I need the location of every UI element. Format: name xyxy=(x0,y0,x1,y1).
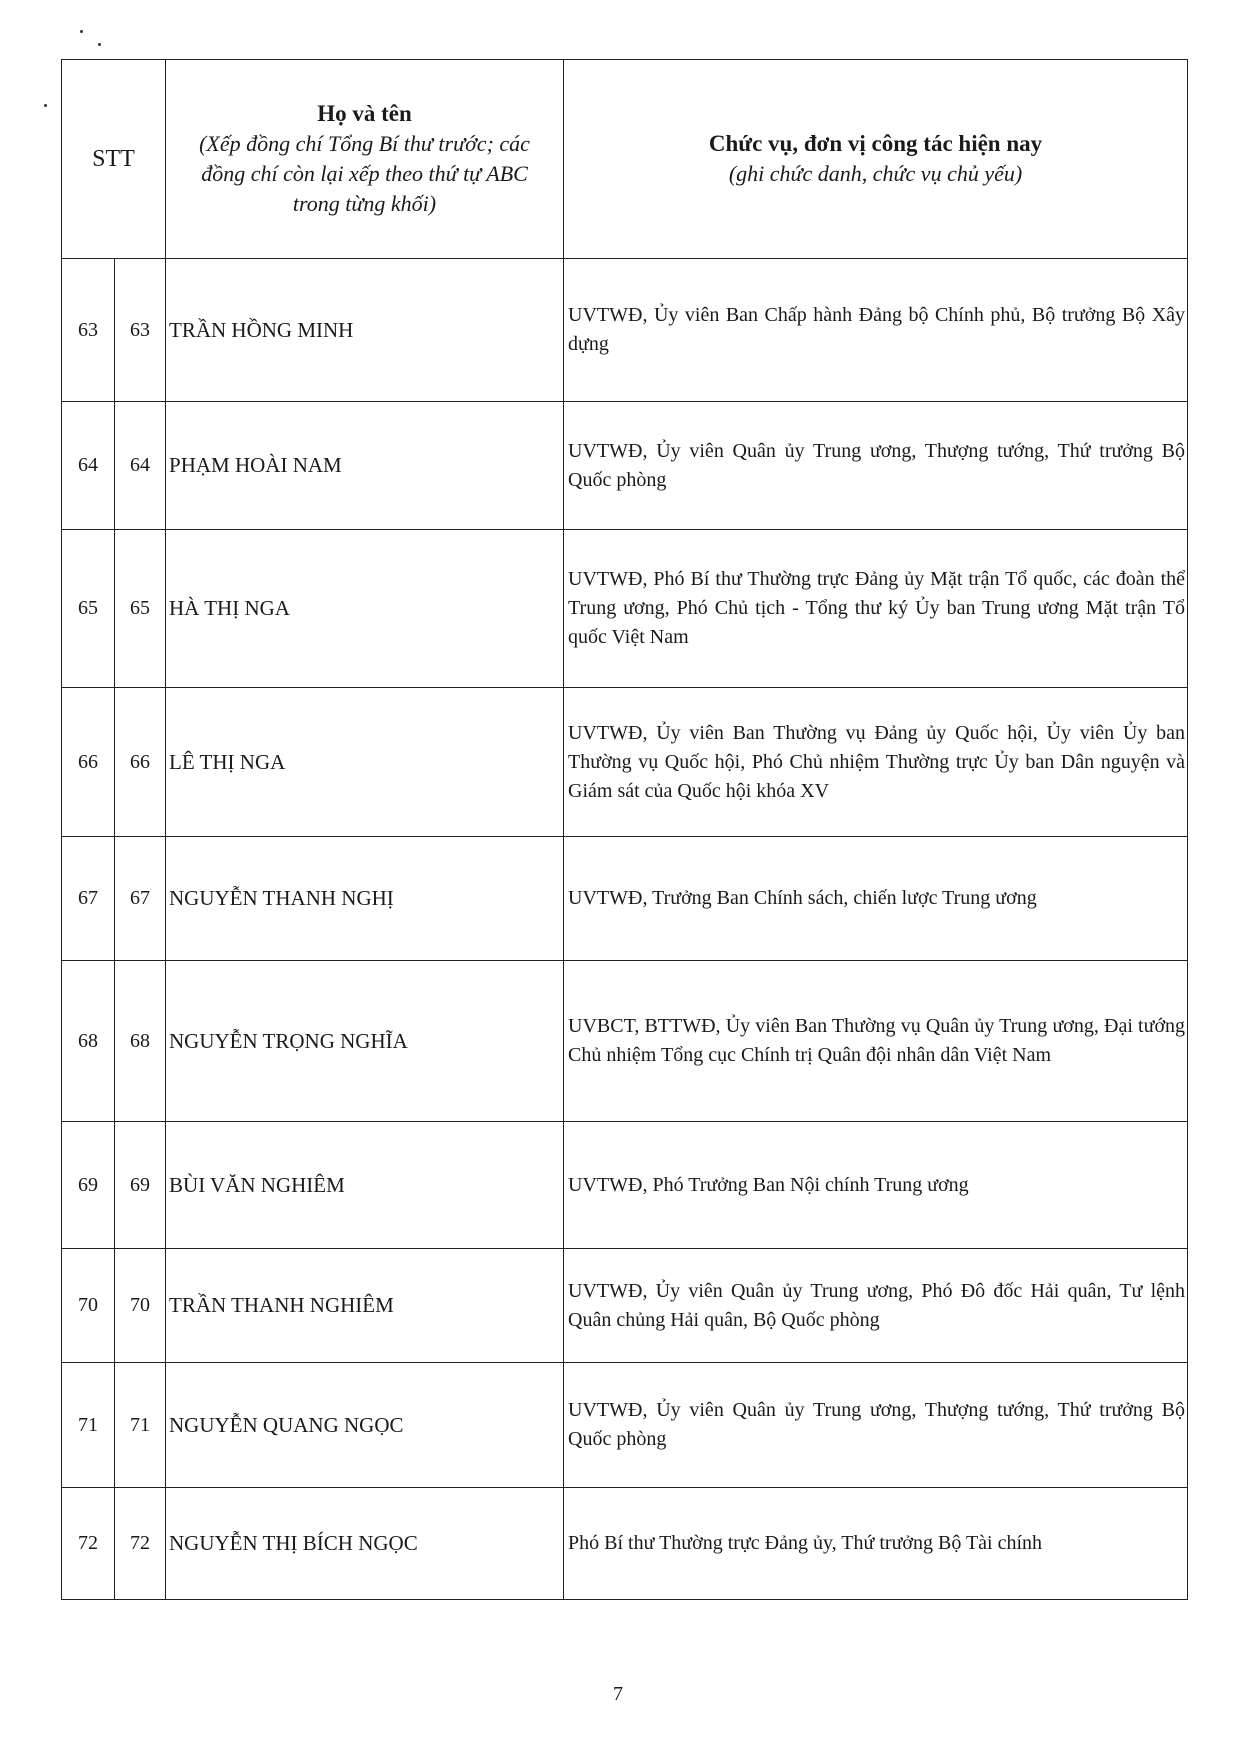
table-row xyxy=(62,530,1188,688)
scan-speck xyxy=(98,43,101,46)
name-cell: BÙI VĂN NGHIÊM xyxy=(166,1122,564,1249)
name-cell: NGUYỄN QUANG NGỌC xyxy=(166,1363,564,1488)
table-row xyxy=(62,1363,1188,1488)
stt-cell-sub: 67 xyxy=(115,837,166,961)
position-text: UVTWĐ, Ủy viên Quân ủy Trung ương, Phó Đô đốc Hải quân, Tư lệnh Quân chủng Hải quân, Bộ Quốc phòng xyxy=(568,1279,1186,1331)
position-text: UVTWĐ, Ủy viên Quân ủy Trung ương, Thượng tướng, Thứ trưởng Bộ Quốc phòng xyxy=(568,1399,1186,1450)
stt-cell: 65 xyxy=(62,530,115,688)
stt-cell: 68 xyxy=(62,961,115,1122)
personnel-table xyxy=(61,59,1188,1600)
table-row xyxy=(62,837,1188,961)
position-cell xyxy=(564,1488,1188,1600)
stt-cell: 71 xyxy=(62,1363,115,1488)
position-text: UVBCT, BTTWĐ, Ủy viên Ban Thường vụ Quân ủy Trung ương, Đại tướng Chủ nhiệm Tổng cục Chính trị Quân đội nhân dân Việt Nam xyxy=(568,1015,1186,1066)
table-row xyxy=(62,1488,1188,1600)
table-header-row xyxy=(62,60,1188,259)
name-cell: NGUYỄN THỊ BÍCH NGỌC xyxy=(166,1488,564,1600)
page-number: 7 xyxy=(613,1683,623,1705)
stt-header: STT xyxy=(62,60,166,259)
stt-cell: 63 xyxy=(62,259,115,402)
position-text: UVTWĐ, Phó Bí thư Thường trực Đảng ủy Mặt trận Tổ quốc, các đoàn thể Trung ương, Phó Chủ tịch - Tổng thư ký Ủy ban Trung ương Mặt trận Tổ quốc Việt Nam xyxy=(568,568,1186,648)
position-header-subtitle: (ghi chức danh, chức vụ chủ yếu) xyxy=(728,161,1023,186)
stt-cell-sub: 64 xyxy=(115,402,166,530)
stt-cell: 70 xyxy=(62,1249,115,1363)
stt-cell-sub: 65 xyxy=(115,530,166,688)
name-cell: PHẠM HOÀI NAM xyxy=(166,402,564,530)
position-text: UVTWĐ, Ủy viên Ban Thường vụ Đảng ủy Quốc hội, Ủy viên Ủy ban Thường vụ Quốc hội, Phó Chủ nhiệm Thường trực Ủy ban Dân nguyện và Giám sát của Quốc hội khóa XV xyxy=(568,721,1186,802)
position-cell xyxy=(564,961,1188,1122)
name-header-subtitle: (Xếp đồng chí Tổng Bí thư trước; các đồng chí còn lại xếp theo thứ tự ABC trong từng khối) xyxy=(199,131,530,216)
position-cell xyxy=(564,688,1188,837)
position-header-title: Chức vụ, đơn vị công tác hiện nay xyxy=(708,131,1043,156)
table-row xyxy=(62,961,1188,1122)
position-text: Phó Bí thư Thường trực Đảng ủy, Thứ trưởng Bộ Tài chính xyxy=(568,1532,1043,1554)
name-cell: NGUYỄN THANH NGHỊ xyxy=(166,837,564,961)
stt-cell: 66 xyxy=(62,688,115,837)
name-cell: TRẦN THANH NGHIÊM xyxy=(166,1249,564,1363)
table-row xyxy=(62,259,1188,402)
name-cell: NGUYỄN TRỌNG NGHĨA xyxy=(166,961,564,1122)
position-cell xyxy=(564,530,1188,688)
position-text: UVTWĐ, Trưởng Ban Chính sách, chiến lược Trung ương xyxy=(568,887,1037,909)
scan-speck xyxy=(80,30,83,33)
scan-speck xyxy=(44,104,47,107)
stt-cell-sub: 68 xyxy=(115,961,166,1122)
stt-cell-sub: 72 xyxy=(115,1488,166,1600)
stt-cell-sub: 70 xyxy=(115,1249,166,1363)
position-cell xyxy=(564,1122,1188,1249)
position-cell xyxy=(564,1363,1188,1488)
name-cell: TRẦN HỒNG MINH xyxy=(166,259,564,402)
position-text: UVTWĐ, Phó Trưởng Ban Nội chính Trung ương xyxy=(568,1173,969,1196)
name-cell: LÊ THỊ NGA xyxy=(166,688,564,837)
stt-cell: 72 xyxy=(62,1488,115,1600)
table-row xyxy=(62,1249,1188,1363)
table-row xyxy=(62,402,1188,530)
stt-cell-sub: 63 xyxy=(115,259,166,402)
table-row xyxy=(62,688,1188,837)
position-cell xyxy=(564,402,1188,530)
position-cell xyxy=(564,259,1188,402)
table-row xyxy=(62,1122,1188,1249)
stt-cell: 67 xyxy=(62,837,115,961)
stt-cell-sub: 71 xyxy=(115,1363,166,1488)
stt-cell: 69 xyxy=(62,1122,115,1249)
stt-cell-sub: 69 xyxy=(115,1122,166,1249)
name-header-title: Họ và tên xyxy=(317,101,412,126)
name-cell: HÀ THỊ NGA xyxy=(166,530,564,688)
position-text: UVTWĐ, Ủy viên Quân ủy Trung ương, Thượng tướng, Thứ trưởng Bộ Quốc phòng xyxy=(568,439,1186,491)
stt-cell: 64 xyxy=(62,402,115,530)
position-header xyxy=(564,60,1188,259)
stt-cell-sub: 66 xyxy=(115,688,166,837)
position-cell xyxy=(564,1249,1188,1363)
position-text: UVTWĐ, Ủy viên Ban Chấp hành Đảng bộ Chính phủ, Bộ trưởng Bộ Xây dựng xyxy=(568,304,1186,355)
name-header xyxy=(166,60,564,259)
position-cell xyxy=(564,837,1188,961)
